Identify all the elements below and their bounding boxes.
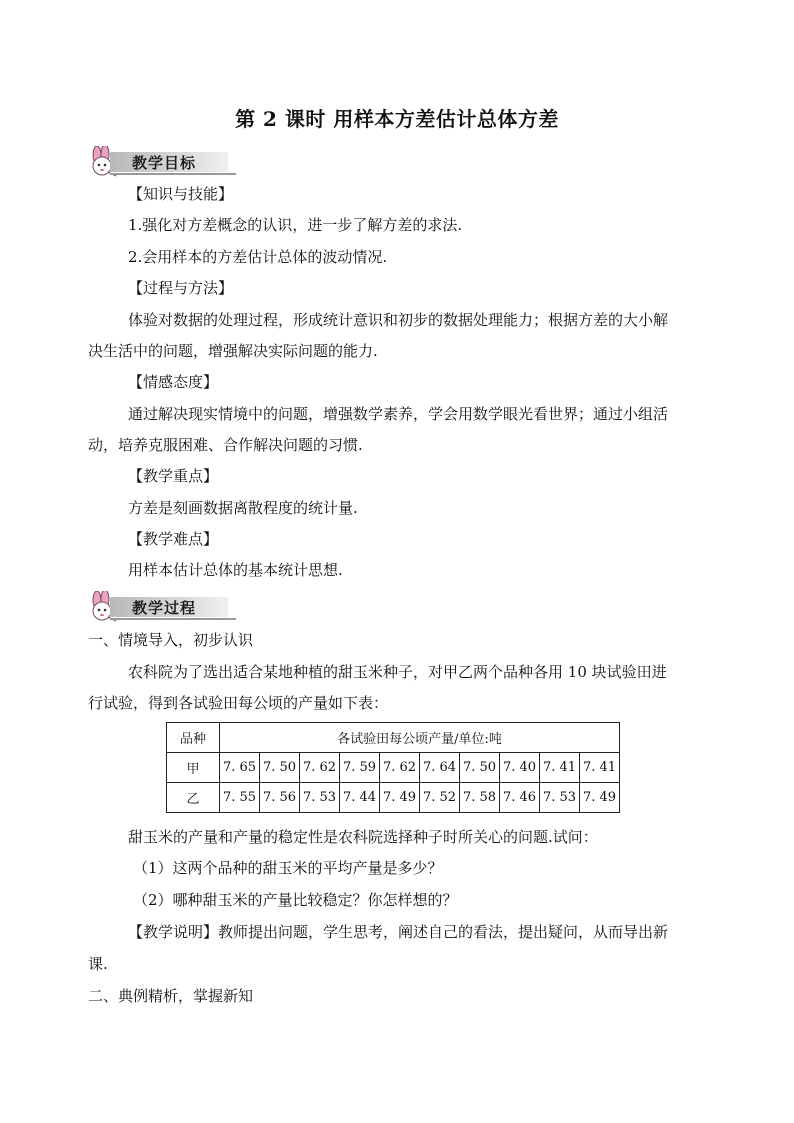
- question-intro: 甜玉米的产量和产量的稳定性是农科院选择种子时所关心的问题.试问：: [128, 828, 598, 846]
- key-point-heading: 【教学重点】: [128, 467, 219, 485]
- difficulty-text: 用样本估计总体的基本统计思想.: [128, 561, 343, 579]
- section-banner-objectives: [88, 146, 238, 176]
- emotion-text-1: 通过解决现实情境中的问题，增强数学素养，学会用数学眼光看世界；通过小组活: [128, 405, 669, 423]
- table-cell: 7. 52: [420, 783, 460, 813]
- table-cell: 7. 41: [540, 753, 580, 783]
- yield-table: [166, 722, 620, 813]
- table-cell: 7. 65: [220, 753, 260, 783]
- table-cell: 7. 50: [460, 753, 500, 783]
- knowledge-item-2: 2.会用样本的方差估计总体的波动情况.: [128, 248, 388, 266]
- key-point-text: 方差是刻画数据离散程度的统计量.: [128, 499, 358, 517]
- section-banner-process: [88, 591, 238, 621]
- question-2: （2）哪种甜玉米的产量比较稳定？你怎样想的？: [133, 891, 458, 909]
- banner-label: 教学过程: [132, 599, 197, 617]
- table-cell: 7. 49: [380, 783, 420, 813]
- table-cell: 7. 64: [420, 753, 460, 783]
- part2-heading: 二、典例精析，掌握新知: [88, 987, 254, 1005]
- banner-label: 教学目标: [132, 154, 197, 172]
- knowledge-heading: 【知识与技能】: [128, 185, 234, 203]
- table-row: [167, 783, 620, 813]
- table-cell: 7. 55: [220, 783, 260, 813]
- table-cell: 7. 62: [380, 753, 420, 783]
- table-cell: 7. 58: [460, 783, 500, 813]
- table-cell: 7. 44: [340, 783, 380, 813]
- emotion-text-2: 动，培养克服困难、合作解决问题的习惯.: [88, 436, 363, 454]
- teaching-note-2: 课.: [88, 955, 108, 973]
- table-row: [167, 753, 620, 783]
- table-row-label: 乙: [167, 783, 220, 813]
- table-cell: 7. 50: [260, 753, 300, 783]
- table-cell: 7. 59: [340, 753, 380, 783]
- process-text-2: 决生活中的问题，增强解决实际问题的能力.: [88, 342, 378, 360]
- emotion-heading: 【情感态度】: [128, 373, 219, 391]
- table-cell: 7. 41: [580, 753, 620, 783]
- difficulty-heading: 【教学难点】: [128, 530, 219, 548]
- table-header-variety: 品种: [167, 723, 220, 753]
- process-heading: 【过程与方法】: [128, 279, 234, 297]
- table-cell: 7. 49: [580, 783, 620, 813]
- process-text-1: 体验对数据的处理过程，形成统计意识和初步的数据处理能力；根据方差的大小解: [128, 311, 669, 329]
- knowledge-item-1: 1.强化对方差概念的认识，进一步了解方差的求法.: [128, 216, 463, 234]
- teaching-note-1: 【教学说明】教师提出问题，学生思考，阐述自己的看法，提出疑问，从而导出新: [128, 923, 669, 941]
- table-cell: 7. 46: [500, 783, 540, 813]
- table-header-yield: 各试验田每公顷产量/单位:吨: [220, 723, 620, 753]
- table-cell: 7. 40: [500, 753, 540, 783]
- part1-heading: 一、情境导入，初步认识: [88, 631, 254, 649]
- table-cell: 7. 53: [300, 783, 340, 813]
- table-row-label: 甲: [167, 753, 220, 783]
- table-cell: 7. 62: [300, 753, 340, 783]
- table-cell: 7. 53: [540, 783, 580, 813]
- table-header-row: [167, 723, 620, 753]
- question-1: （1）这两个品种的甜玉米的平均产量是多少？: [133, 859, 443, 877]
- intro-text-2: 行试验，得到各试验田每公顷的产量如下表：: [88, 694, 389, 712]
- intro-text-1: 农科院为了选出适合某地种植的甜玉米种子，对甲乙两个品种各用 10 块试验田进: [128, 663, 667, 681]
- page-title: 第 2 课时 用样本方差估计总体方差: [235, 107, 559, 131]
- table-cell: 7. 56: [260, 783, 300, 813]
